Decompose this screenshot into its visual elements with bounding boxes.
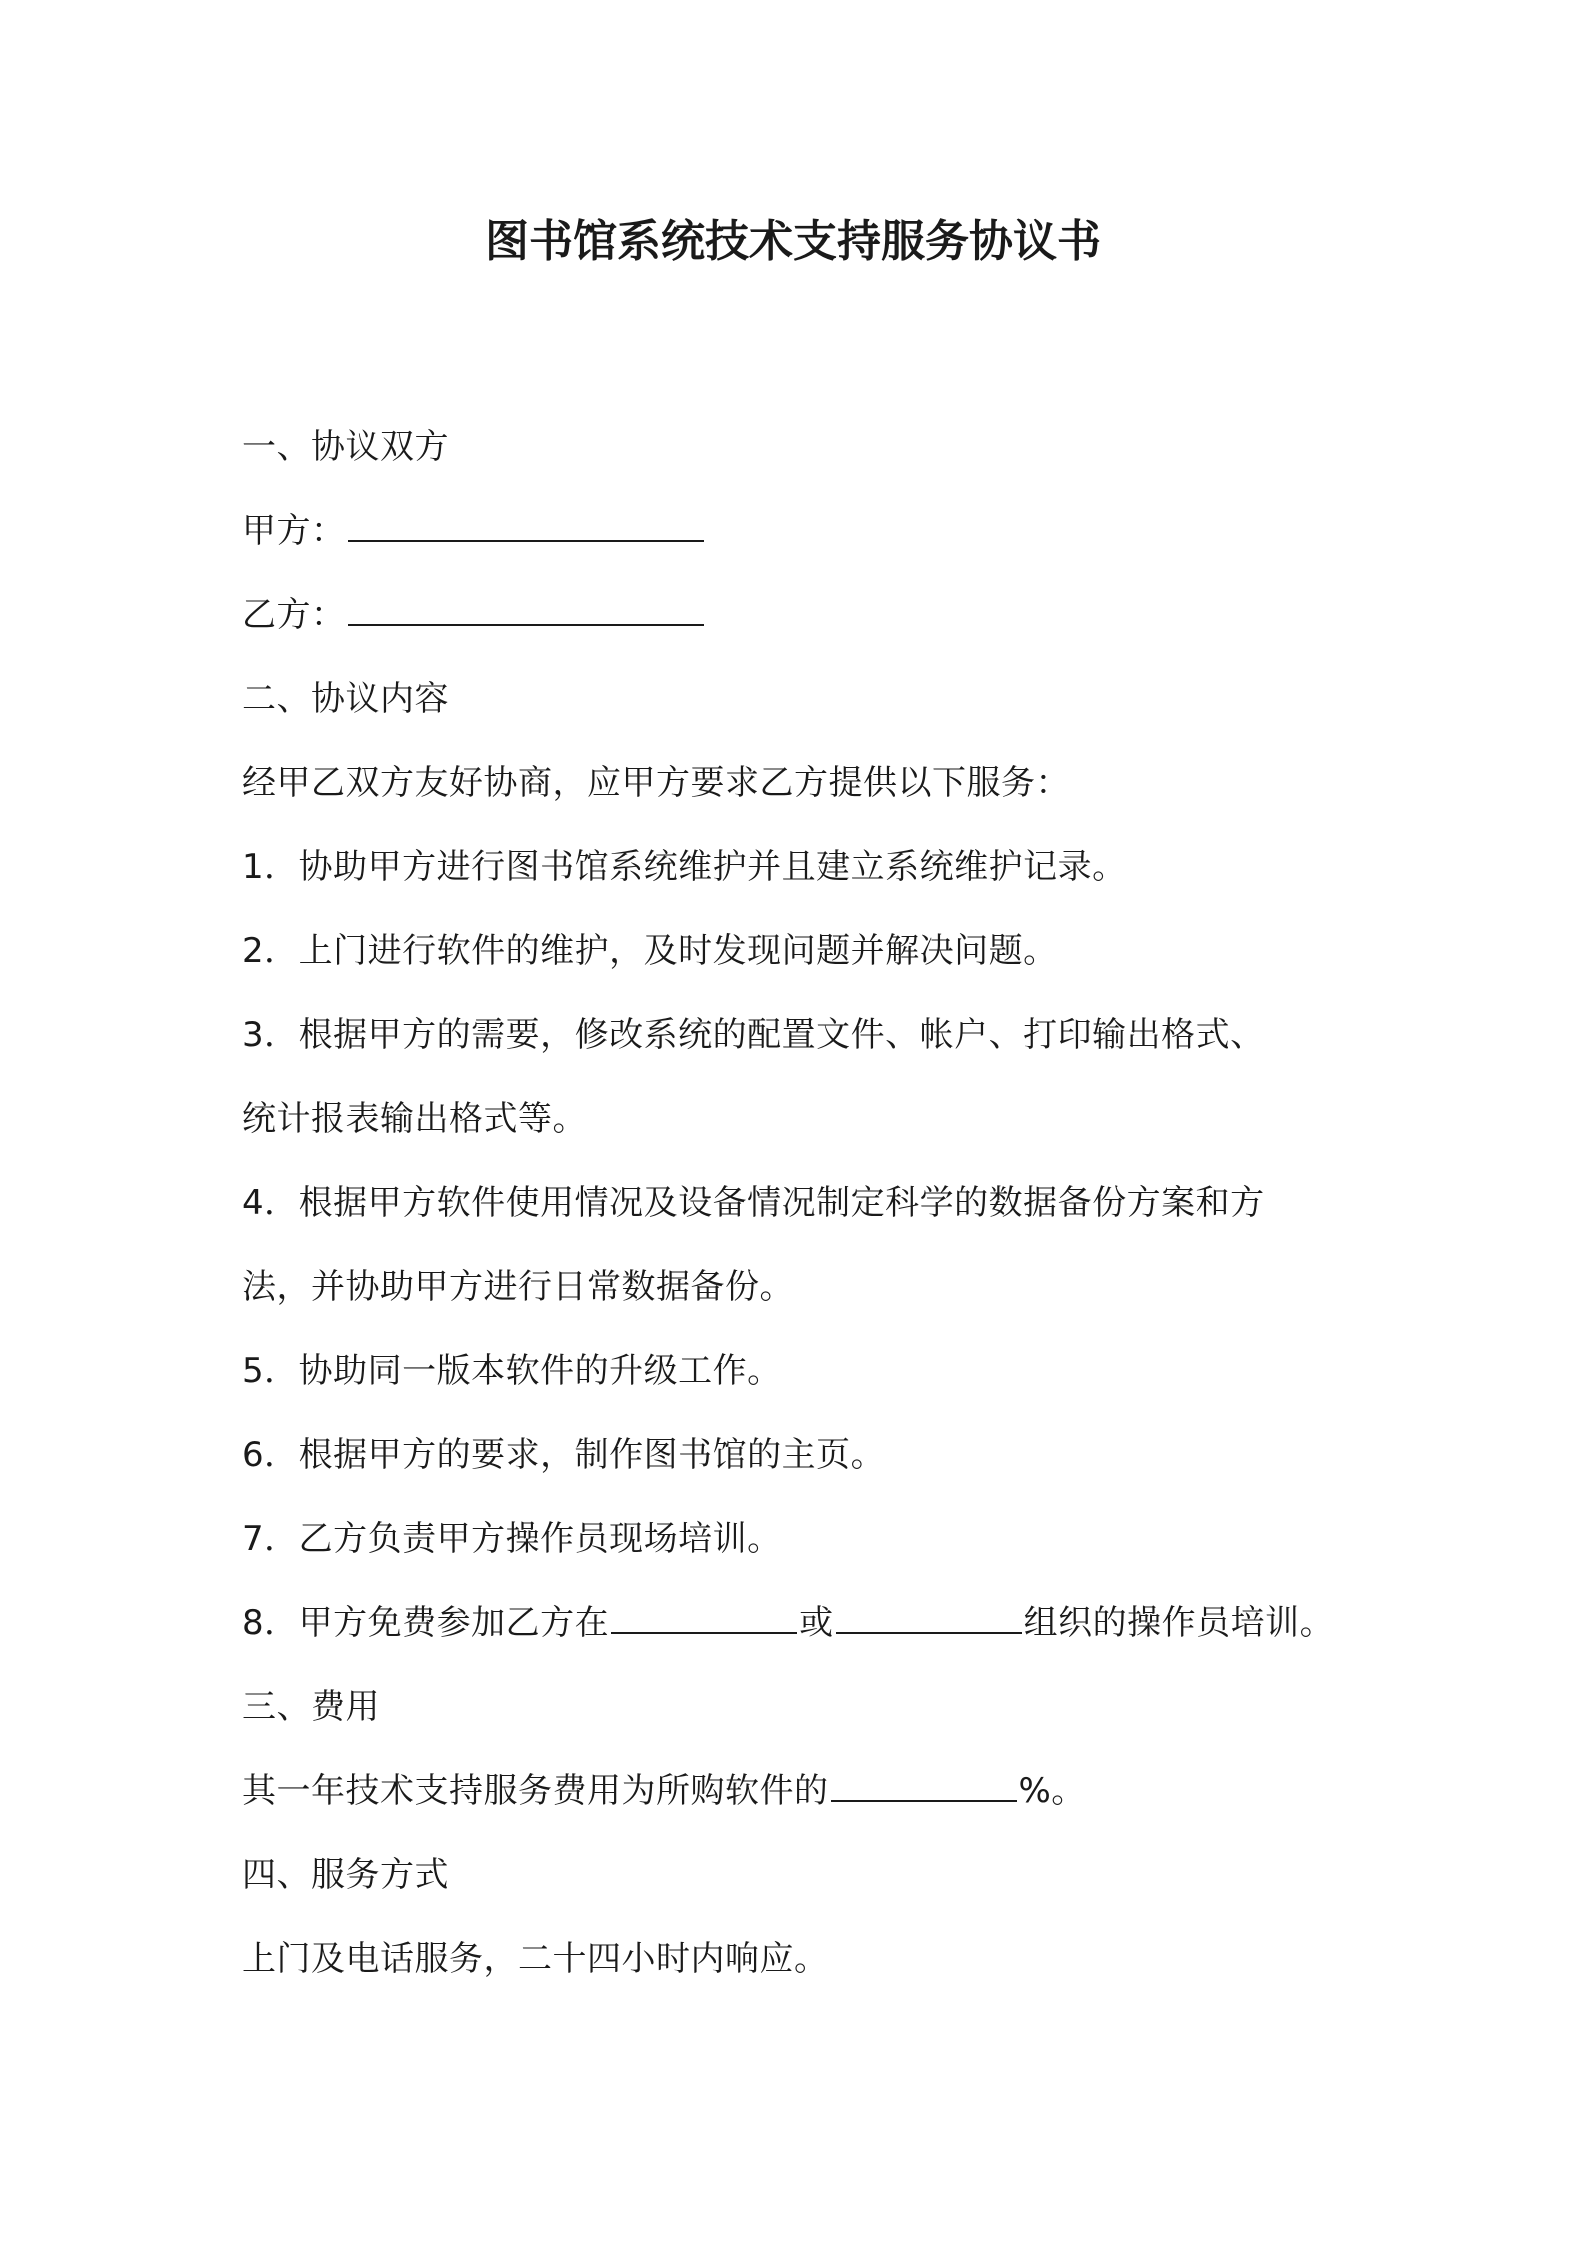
party-b-label: 乙方： xyxy=(242,595,346,635)
content-item-7: 7．乙方负责甲方操作员现场培训。 xyxy=(242,1519,782,1559)
section-heading-fees: 三、费用 xyxy=(242,1687,380,1727)
content-item-4-line-1: 4．根据甲方软件使用情况及设备情况制定科学的数据备份方案和方 xyxy=(242,1183,1265,1223)
content-item-4-line-2: 法，并协助甲方进行日常数据备份。 xyxy=(242,1267,794,1307)
training-location-blank-2 xyxy=(836,1602,1022,1634)
party-b-line xyxy=(242,573,1382,657)
section-heading-service: 四、服务方式 xyxy=(242,1855,449,1895)
section-heading-parties: 一、协议双方 xyxy=(242,427,449,467)
party-a-blank xyxy=(348,510,704,542)
section-heading-content: 二、协议内容 xyxy=(242,679,449,719)
content-item-3-line-2: 统计报表输出格式等。 xyxy=(242,1099,587,1139)
content-item-3-line-1: 3．根据甲方的需要，修改系统的配置文件、帐户、打印输出格式、 xyxy=(242,1015,1265,1055)
fees-text-part-2: %。 xyxy=(1018,1771,1086,1811)
content-item-8-part-2: 或 xyxy=(799,1603,834,1643)
party-a-line xyxy=(242,489,1382,573)
content-item-6: 6．根据甲方的要求，制作图书馆的主页。 xyxy=(242,1435,886,1475)
fees-text xyxy=(242,1749,1382,1833)
document-title: 图书馆系统技术支持服务协议书 xyxy=(485,216,1101,267)
fees-text-part-1: 其一年技术支持服务费用为所购软件的 xyxy=(242,1771,829,1811)
content-item-2: 2．上门进行软件的维护，及时发现问题并解决问题。 xyxy=(242,931,1058,971)
content-item-8 xyxy=(242,1581,1382,1665)
fee-percentage-blank xyxy=(831,1770,1017,1802)
content-item-8-part-1: 8．甲方免费参加乙方在 xyxy=(242,1603,610,1643)
training-location-blank-1 xyxy=(611,1602,797,1634)
party-b-blank xyxy=(348,594,704,626)
content-item-5: 5．协助同一版本软件的升级工作。 xyxy=(242,1351,782,1391)
content-item-1: 1．协助甲方进行图书馆系统维护并且建立系统维护记录。 xyxy=(242,847,1127,887)
party-a-label: 甲方： xyxy=(242,511,346,551)
service-text: 上门及电话服务，二十四小时内响应。 xyxy=(242,1939,829,1979)
content-intro: 经甲乙双方友好协商，应甲方要求乙方提供以下服务： xyxy=(242,763,1070,803)
document-body xyxy=(242,405,1382,2001)
content-item-8-part-3: 组织的操作员培训。 xyxy=(1023,1603,1335,1643)
